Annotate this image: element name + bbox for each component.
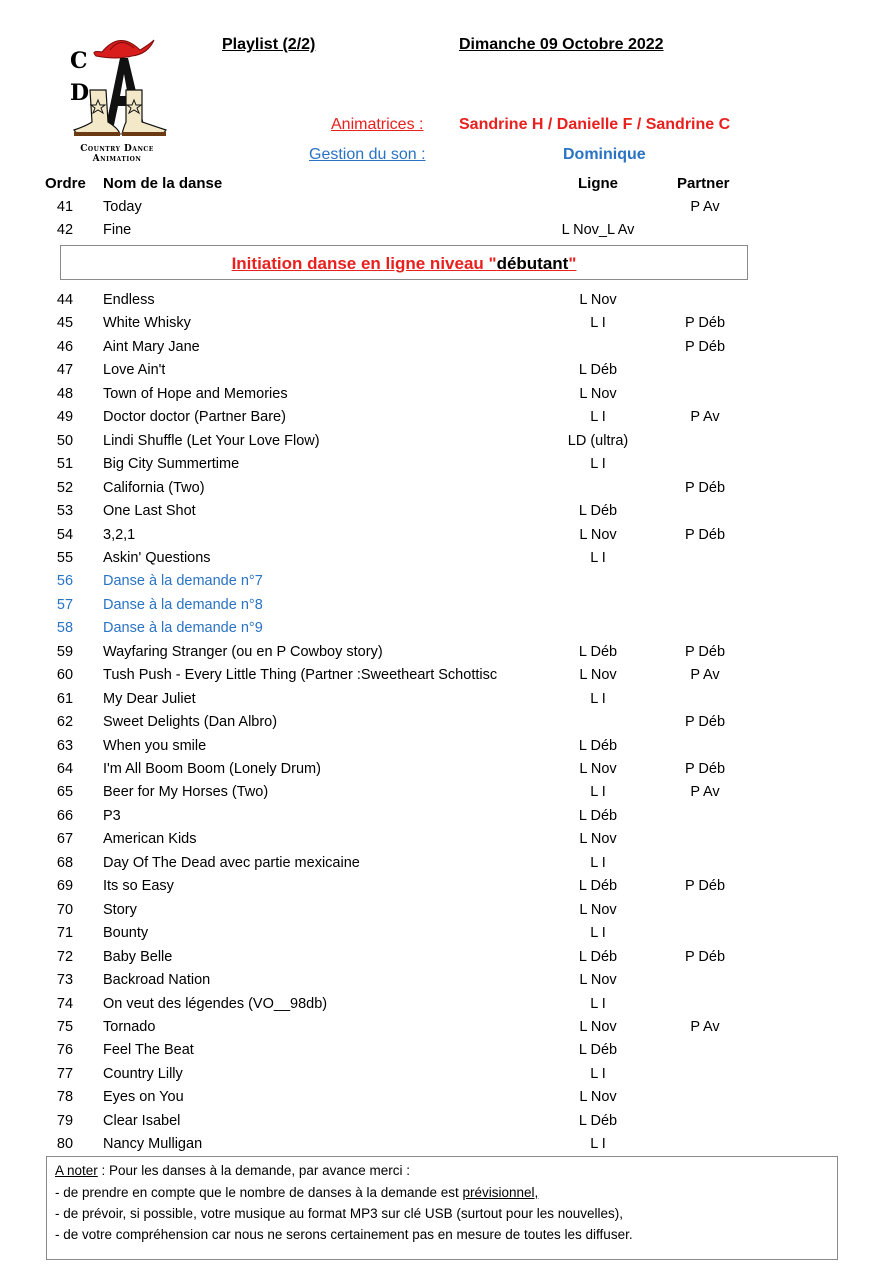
dance-number: 41 bbox=[56, 199, 74, 215]
dance-number: 50 bbox=[56, 432, 74, 449]
dance-name: One Last Shot bbox=[103, 503, 196, 520]
dance-ligne: L Nov bbox=[579, 667, 617, 684]
dance-name: Story bbox=[103, 901, 137, 918]
dance-partner: P Déb bbox=[684, 948, 726, 965]
dance-ligne: L Déb bbox=[578, 643, 618, 660]
dance-name: Feel The Beat bbox=[103, 1042, 194, 1059]
dance-name: Aint Mary Jane bbox=[103, 338, 200, 355]
dance-partner: P Déb bbox=[684, 526, 726, 543]
dance-ligne: L I bbox=[590, 315, 606, 332]
dance-ligne: L Nov bbox=[579, 385, 617, 402]
dance-ligne: L I bbox=[590, 690, 606, 707]
dance-name: Country Lilly bbox=[103, 1065, 183, 1082]
dance-number: 46 bbox=[56, 338, 74, 355]
dance-row bbox=[0, 433, 874, 456]
dance-number: 68 bbox=[56, 854, 74, 871]
dance-number: 47 bbox=[56, 362, 74, 379]
dance-name: Backroad Nation bbox=[103, 972, 211, 989]
logo-caption-line1: Country Dance bbox=[80, 144, 154, 154]
dance-number: 72 bbox=[56, 948, 74, 965]
note-line-1 bbox=[55, 1185, 538, 1200]
dance-number: 49 bbox=[56, 409, 74, 426]
dance-name: Danse à la demande n°8 bbox=[103, 596, 263, 613]
dance-name: My Dear Juliet bbox=[103, 690, 196, 707]
dance-number: 55 bbox=[56, 549, 74, 566]
dance-ligne: L I bbox=[590, 925, 606, 942]
dance-name: Wayfaring Stranger (ou en P Cowboy story) bbox=[103, 643, 383, 660]
dance-name: Big City Summertime bbox=[103, 456, 240, 473]
dance-name: Danse à la demande n°7 bbox=[103, 573, 263, 590]
dance-row bbox=[0, 456, 874, 479]
dance-ligne: LD (ultra) bbox=[567, 432, 629, 449]
dance-ligne: L Déb bbox=[578, 737, 618, 754]
dance-name: 3,2,1 bbox=[103, 526, 136, 543]
dance-row bbox=[0, 597, 874, 620]
dance-ligne: L I bbox=[590, 854, 606, 871]
dance-number: 64 bbox=[56, 761, 74, 777]
sound-label: Gestion du son : bbox=[309, 146, 426, 163]
dance-row bbox=[0, 222, 874, 245]
dance-row bbox=[0, 386, 874, 409]
dance-number: 75 bbox=[56, 1018, 74, 1035]
dance-name: Love Ain't bbox=[103, 362, 166, 379]
dance-ligne: L Déb bbox=[578, 807, 618, 824]
dance-ligne: L I bbox=[590, 1065, 606, 1082]
dance-ligne: L I bbox=[590, 549, 606, 566]
dance-ligne: L Nov bbox=[579, 526, 617, 543]
dance-row bbox=[0, 761, 874, 784]
dance-row bbox=[0, 902, 874, 925]
dance-number: 45 bbox=[56, 315, 74, 332]
dance-ligne: L I bbox=[590, 995, 606, 1012]
dance-name: Beer for My Horses (Two) bbox=[103, 784, 269, 801]
dance-number: 67 bbox=[56, 831, 74, 848]
dance-row bbox=[0, 620, 874, 643]
dance-row bbox=[0, 339, 874, 362]
dance-row bbox=[0, 667, 874, 690]
initiation-banner bbox=[60, 245, 748, 280]
note-intro bbox=[55, 1163, 410, 1178]
logo-letter-c: C bbox=[70, 48, 88, 74]
dance-ligne: L Déb bbox=[578, 1112, 618, 1129]
dance-name: Town of Hope and Memories bbox=[103, 385, 288, 402]
dance-ligne: L Nov bbox=[579, 901, 617, 918]
dance-ligne: L I bbox=[590, 456, 606, 473]
col-ordre: Ordre bbox=[45, 175, 86, 192]
note-line-2: - de prévoir, si possible, votre musique au format MP3 sur clé USB (surtout pour les nouvelles), bbox=[55, 1206, 623, 1221]
dance-row bbox=[0, 808, 874, 831]
dance-number: 44 bbox=[56, 292, 74, 308]
dance-partner: P Déb bbox=[684, 338, 726, 355]
dance-partner: P Déb bbox=[684, 643, 726, 660]
sound-value: Dominique bbox=[563, 146, 646, 163]
dance-number: 48 bbox=[56, 385, 74, 402]
dance-ligne: L Nov bbox=[579, 292, 617, 308]
dance-partner: P Av bbox=[690, 667, 720, 684]
dance-name: P3 bbox=[103, 807, 121, 824]
dance-partner: P Av bbox=[690, 1018, 720, 1035]
dance-row bbox=[0, 925, 874, 948]
dance-row bbox=[0, 831, 874, 854]
dance-name: Today bbox=[103, 199, 142, 215]
dance-number: 56 bbox=[56, 573, 74, 590]
dance-row bbox=[0, 292, 874, 315]
dance-ligne: L Nov bbox=[579, 1089, 617, 1106]
col-nom: Nom de la danse bbox=[103, 175, 223, 192]
dance-name: Sweet Delights (Dan Albro) bbox=[103, 714, 278, 731]
dance-number: 60 bbox=[56, 667, 74, 684]
dance-name: Baby Belle bbox=[103, 948, 173, 965]
initiation-text bbox=[232, 254, 577, 273]
dance-row bbox=[0, 550, 874, 573]
dance-ligne: L I bbox=[590, 784, 606, 801]
dance-row bbox=[0, 480, 874, 503]
dance-row bbox=[0, 199, 874, 222]
initiation-keyword: débutant bbox=[496, 254, 569, 273]
dance-row bbox=[0, 1066, 874, 1089]
dance-row bbox=[0, 409, 874, 432]
initiation-close-quote: " bbox=[568, 254, 577, 273]
animatrices-label: Animatrices : bbox=[331, 116, 424, 133]
note-line-1-underlined: prévisionnel, bbox=[462, 1185, 539, 1200]
dance-number: 77 bbox=[56, 1065, 74, 1082]
dance-row bbox=[0, 855, 874, 878]
dance-row bbox=[0, 949, 874, 972]
dance-partner: P Av bbox=[690, 199, 720, 215]
dance-number: 69 bbox=[56, 878, 74, 895]
dance-row bbox=[0, 738, 874, 761]
dance-number: 53 bbox=[56, 503, 74, 520]
dance-number: 74 bbox=[56, 995, 74, 1012]
dance-row bbox=[0, 1089, 874, 1112]
dance-name: Danse à la demande n°9 bbox=[103, 620, 263, 637]
dance-number: 58 bbox=[56, 620, 74, 637]
dance-number: 54 bbox=[56, 526, 74, 543]
dance-row bbox=[0, 996, 874, 1019]
dance-row bbox=[0, 315, 874, 338]
dance-name: Eyes on You bbox=[103, 1089, 184, 1106]
dance-row bbox=[0, 503, 874, 526]
dance-ligne: L I bbox=[590, 409, 606, 426]
dance-name: White Whisky bbox=[103, 315, 191, 332]
dance-ligne: L Déb bbox=[578, 503, 618, 520]
dance-number: 51 bbox=[56, 456, 74, 473]
dance-row bbox=[0, 527, 874, 550]
dance-name: Bounty bbox=[103, 925, 149, 942]
dance-row bbox=[0, 644, 874, 667]
initiation-open-quote: " bbox=[488, 254, 497, 273]
dance-ligne: L Nov bbox=[579, 972, 617, 989]
note-line-3: - de votre compréhension car nous ne serons certainement pas en mesure de toutes les diffuser. bbox=[55, 1227, 633, 1242]
dance-number: 62 bbox=[56, 714, 74, 731]
dance-name: When you smile bbox=[103, 737, 207, 754]
dance-row bbox=[0, 573, 874, 596]
dance-row bbox=[0, 1113, 874, 1136]
logo-letter-d: D bbox=[70, 80, 90, 106]
col-ligne: Ligne bbox=[578, 175, 618, 192]
note-line-1-text: - de prendre en compte que le nombre de danses à la demande est bbox=[55, 1185, 463, 1200]
dance-number: 42 bbox=[56, 222, 74, 238]
dance-number: 52 bbox=[56, 479, 74, 496]
dance-name: Askin' Questions bbox=[103, 549, 211, 566]
dance-number: 66 bbox=[56, 807, 74, 824]
logo-caption bbox=[62, 144, 172, 164]
dance-number: 80 bbox=[56, 1136, 74, 1153]
note-box bbox=[46, 1156, 838, 1260]
animatrices-value: Sandrine H / Danielle F / Sandrine C bbox=[459, 116, 731, 133]
dance-name: Its so Easy bbox=[103, 878, 174, 895]
dance-ligne: L Déb bbox=[578, 1042, 618, 1059]
dance-ligne: L Nov bbox=[579, 1018, 617, 1035]
dance-partner: P Av bbox=[690, 409, 720, 426]
dance-number: 57 bbox=[56, 596, 74, 613]
dance-partner: P Déb bbox=[684, 761, 726, 777]
dance-ligne: L I bbox=[590, 1136, 606, 1153]
dance-ligne: L Déb bbox=[578, 362, 618, 379]
dance-number: 65 bbox=[56, 784, 74, 801]
dance-name: American Kids bbox=[103, 831, 197, 848]
dance-name: Lindi Shuffle (Let Your Love Flow) bbox=[103, 432, 320, 449]
dance-row bbox=[0, 972, 874, 995]
dance-name: California (Two) bbox=[103, 479, 205, 496]
playlist-label: Playlist (2/2) bbox=[222, 36, 316, 53]
dance-name: I'm All Boom Boom (Lonely Drum) bbox=[103, 761, 321, 777]
dance-row bbox=[0, 1019, 874, 1042]
dance-row bbox=[0, 691, 874, 714]
note-intro-text: : Pour les danses à la demande, par avance merci : bbox=[97, 1163, 410, 1178]
dance-partner: P Déb bbox=[684, 878, 726, 895]
initiation-prefix: Initiation danse en ligne niveau bbox=[231, 254, 489, 273]
dance-name: Endless bbox=[103, 292, 155, 308]
dance-number: 70 bbox=[56, 901, 74, 918]
logo-caption-line2: Animation bbox=[92, 154, 142, 164]
dance-number: 61 bbox=[56, 690, 74, 707]
col-partner: Partner bbox=[677, 175, 730, 192]
dance-name: Day Of The Dead avec partie mexicaine bbox=[103, 854, 360, 871]
note-label: A noter bbox=[55, 1163, 98, 1178]
dance-row bbox=[0, 714, 874, 737]
dance-name: Fine bbox=[103, 222, 132, 238]
dance-number: 59 bbox=[56, 643, 74, 660]
dance-name: On veut des légendes (VO__98db) bbox=[103, 995, 328, 1012]
dance-row bbox=[0, 1042, 874, 1065]
dance-row bbox=[0, 362, 874, 385]
dance-ligne: L Déb bbox=[578, 948, 618, 965]
dance-name: Tornado bbox=[103, 1018, 156, 1035]
dance-row bbox=[0, 784, 874, 807]
dance-partner: P Déb bbox=[684, 479, 726, 496]
dance-number: 71 bbox=[56, 925, 74, 942]
dance-name: Doctor doctor (Partner Bare) bbox=[103, 409, 286, 426]
dance-number: 79 bbox=[56, 1112, 74, 1129]
dance-partner: P Déb bbox=[684, 714, 726, 731]
dance-row bbox=[0, 878, 874, 901]
dance-name: Clear Isabel bbox=[103, 1112, 181, 1129]
dance-number: 73 bbox=[56, 972, 74, 989]
event-date: Dimanche 09 Octobre 2022 bbox=[459, 36, 664, 53]
dance-ligne: L Nov bbox=[579, 761, 617, 777]
dance-name: Nancy Mulligan bbox=[103, 1136, 203, 1153]
dance-ligne: L Nov_L Av bbox=[561, 222, 635, 238]
dance-ligne: L Nov bbox=[579, 831, 617, 848]
dance-number: 76 bbox=[56, 1042, 74, 1059]
dance-number: 78 bbox=[56, 1089, 74, 1106]
dance-number: 63 bbox=[56, 737, 74, 754]
dance-partner: P Déb bbox=[684, 315, 726, 332]
dance-partner: P Av bbox=[690, 784, 720, 801]
dance-name: Tush Push - Every Little Thing (Partner :Sweetheart Schottisc bbox=[103, 667, 498, 684]
dance-ligne: L Déb bbox=[578, 878, 618, 895]
